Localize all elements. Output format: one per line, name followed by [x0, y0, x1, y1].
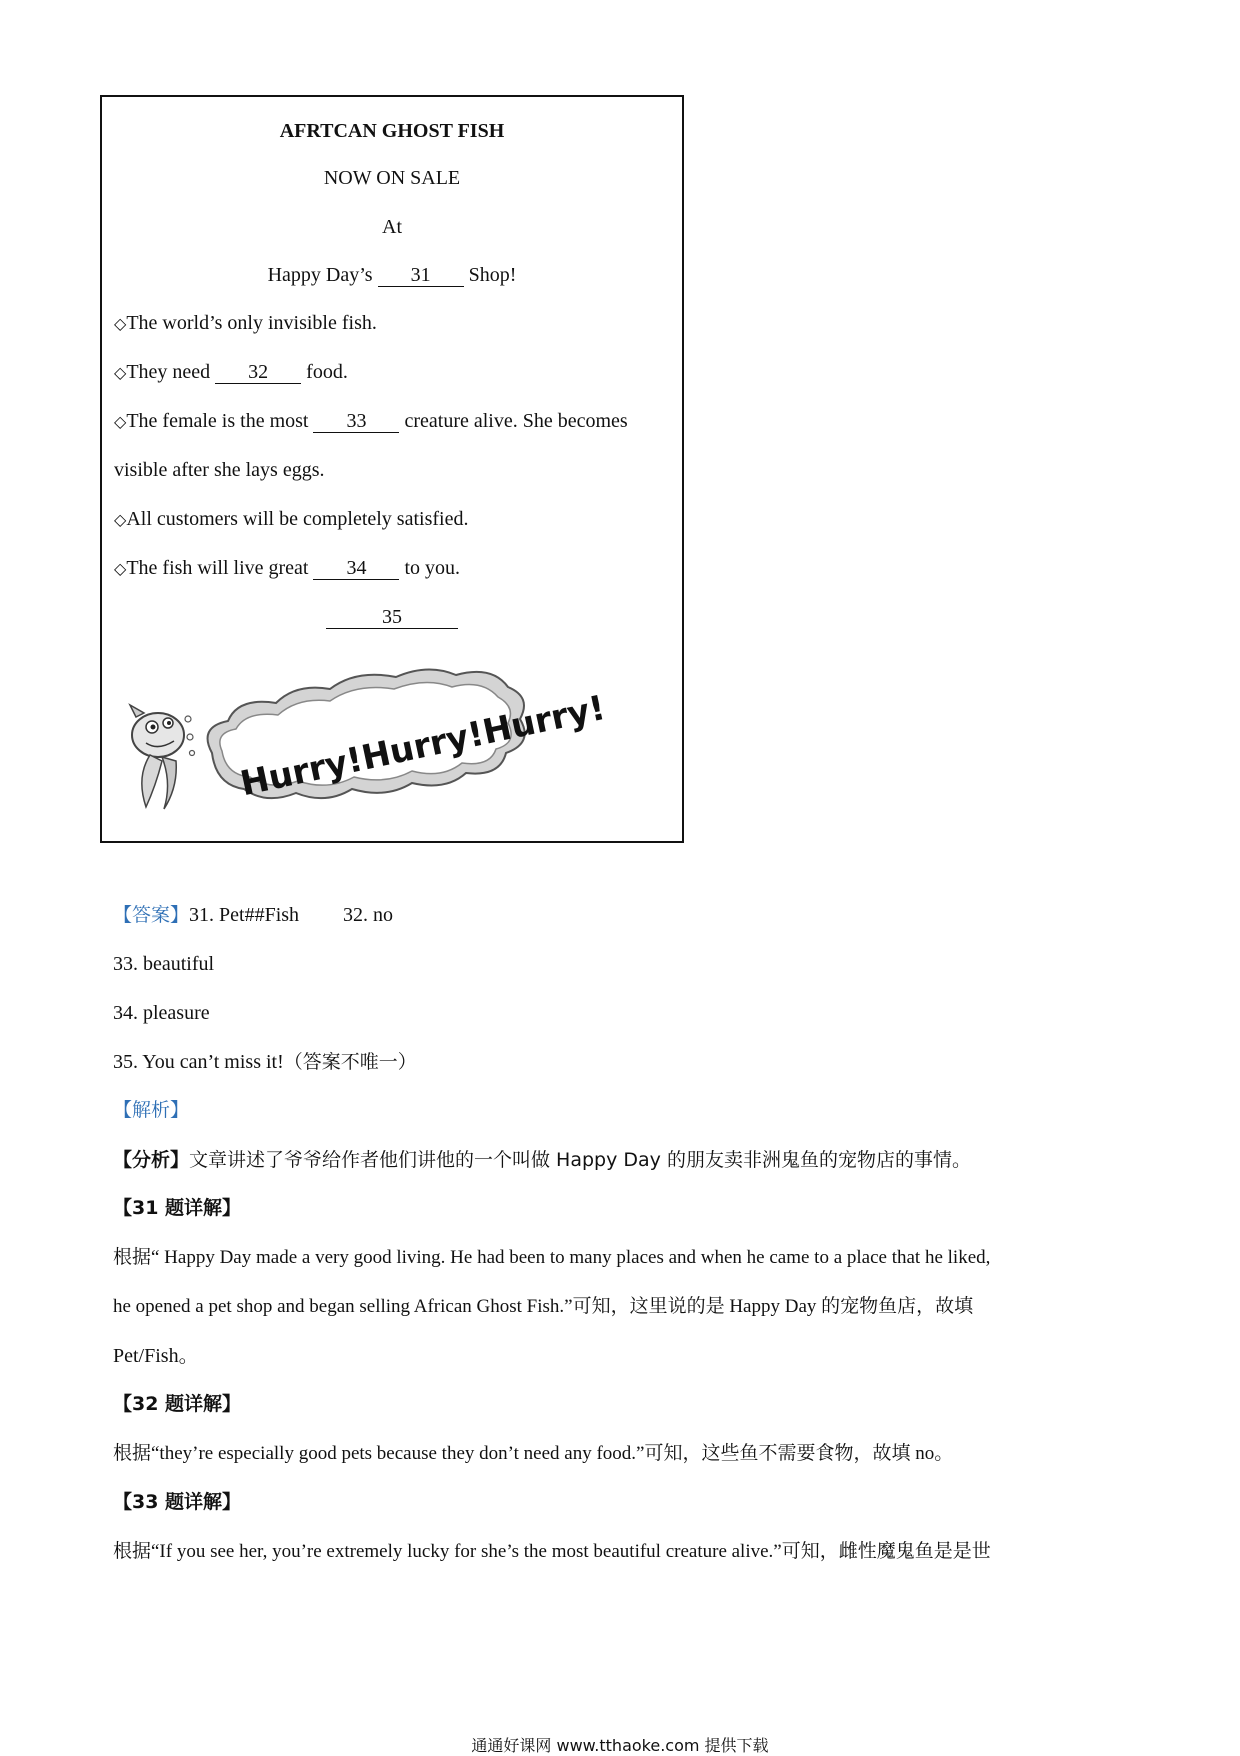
ad-bullet-5-after: to you. [404, 557, 461, 579]
blank-32: 32 [215, 362, 301, 384]
q33-line-1: 根据“If you see her, you’re extremely lucky for she’s the most beautiful creature alive.”可知，雌性魔鬼鱼是是世 [113, 1541, 991, 1562]
hurry-text: Hurry!Hurry!Hurry! [236, 687, 609, 805]
ad-bullet-4 [114, 509, 468, 529]
analysis-tag: 【解析】 [113, 1099, 190, 1121]
ad-bullet-3-before: The female is the most [126, 410, 309, 432]
diamond-bullet-icon: ◇ [114, 559, 127, 578]
hurry-illustration [116, 657, 609, 827]
answer-34: 34. pleasure [113, 1002, 210, 1024]
page-footer [0, 1733, 1240, 1756]
fenxi-line [113, 1150, 971, 1170]
ad-bullet-3-after: creature alive. She becomes [404, 410, 628, 432]
answer-35-note: （答案不唯一） [283, 1051, 417, 1073]
ad-bullet-3-continued: visible after she lays eggs. [114, 459, 325, 481]
diamond-bullet-icon: ◇ [114, 314, 127, 333]
fish-icon [130, 705, 195, 809]
ad-now-on-sale: NOW ON SALE [323, 167, 461, 189]
q31-line-3: Pet/Fish。 [113, 1345, 199, 1367]
answer-line-1 [113, 905, 393, 925]
q31-line-1: 根据“ Happy Day made a very good living. He had been to many places and when he came to a place that he liked, [113, 1247, 991, 1268]
ad-at: At [382, 216, 402, 238]
blank-34: 34 [313, 558, 399, 580]
ad-shop-before: Happy Day’s [267, 264, 373, 286]
answer-35-text: 35. You can’t miss it! [113, 1051, 284, 1073]
ad-bullet-5 [114, 558, 460, 580]
answer-31: 31. Pet##Fish [189, 904, 300, 926]
ad-blank-35-line [102, 607, 682, 629]
answer-tag: 【答案】 [113, 904, 190, 926]
answer-32: 32. no [343, 904, 394, 926]
q32-heading: 【32 题详解】 [113, 1393, 242, 1415]
ad-bullet-2-before: They need [126, 361, 211, 383]
ad-bullet-2-after: food. [306, 361, 348, 383]
ad-title: AFRTCAN GHOST FISH [279, 120, 505, 142]
footer-text: 通通好课网 www.tthaoke.com 提供下载 [471, 1736, 769, 1755]
advertisement-box [100, 95, 684, 843]
fenxi-text: 文章讲述了爷爷给作者他们讲他的一个叫做 Happy Day 的朋友卖非洲鬼鱼的宠物店的事情。 [189, 1149, 971, 1171]
blank-31: 31 [378, 265, 464, 287]
ad-shop-after: Shop! [468, 264, 517, 286]
diamond-bullet-icon: ◇ [114, 363, 127, 382]
answer-35 [113, 1052, 417, 1072]
q32-line-1: 根据“they’re especially good pets because they don’t need any food.”可知，这些鱼不需要食物，故填 no。 [113, 1443, 954, 1464]
diamond-bullet-icon: ◇ [114, 412, 127, 431]
q31-line-2: he opened a pet shop and began selling African Ghost Fish.”可知，这里说的是 Happy Day 的宠物鱼店，故填 [113, 1296, 974, 1317]
ad-bullet-5-before: The fish will live great [126, 557, 309, 579]
ad-bullet-2 [114, 362, 348, 384]
ad-bullet-4-text: All customers will be completely satisfied. [126, 508, 469, 530]
ad-bullet-1 [114, 313, 377, 333]
ad-shop-line [102, 265, 682, 287]
ad-bullet-3 [114, 411, 628, 433]
fenxi-tag: 【分析】 [113, 1149, 190, 1171]
answer-33: 33. beautiful [113, 953, 215, 975]
diamond-bullet-icon: ◇ [114, 510, 127, 529]
blank-35: 35 [326, 607, 458, 629]
q33-heading: 【33 题详解】 [113, 1491, 242, 1513]
ad-bullet-1-text: The world’s only invisible fish. [126, 312, 377, 334]
blank-33: 33 [313, 411, 399, 433]
q31-heading: 【31 题详解】 [113, 1197, 242, 1219]
